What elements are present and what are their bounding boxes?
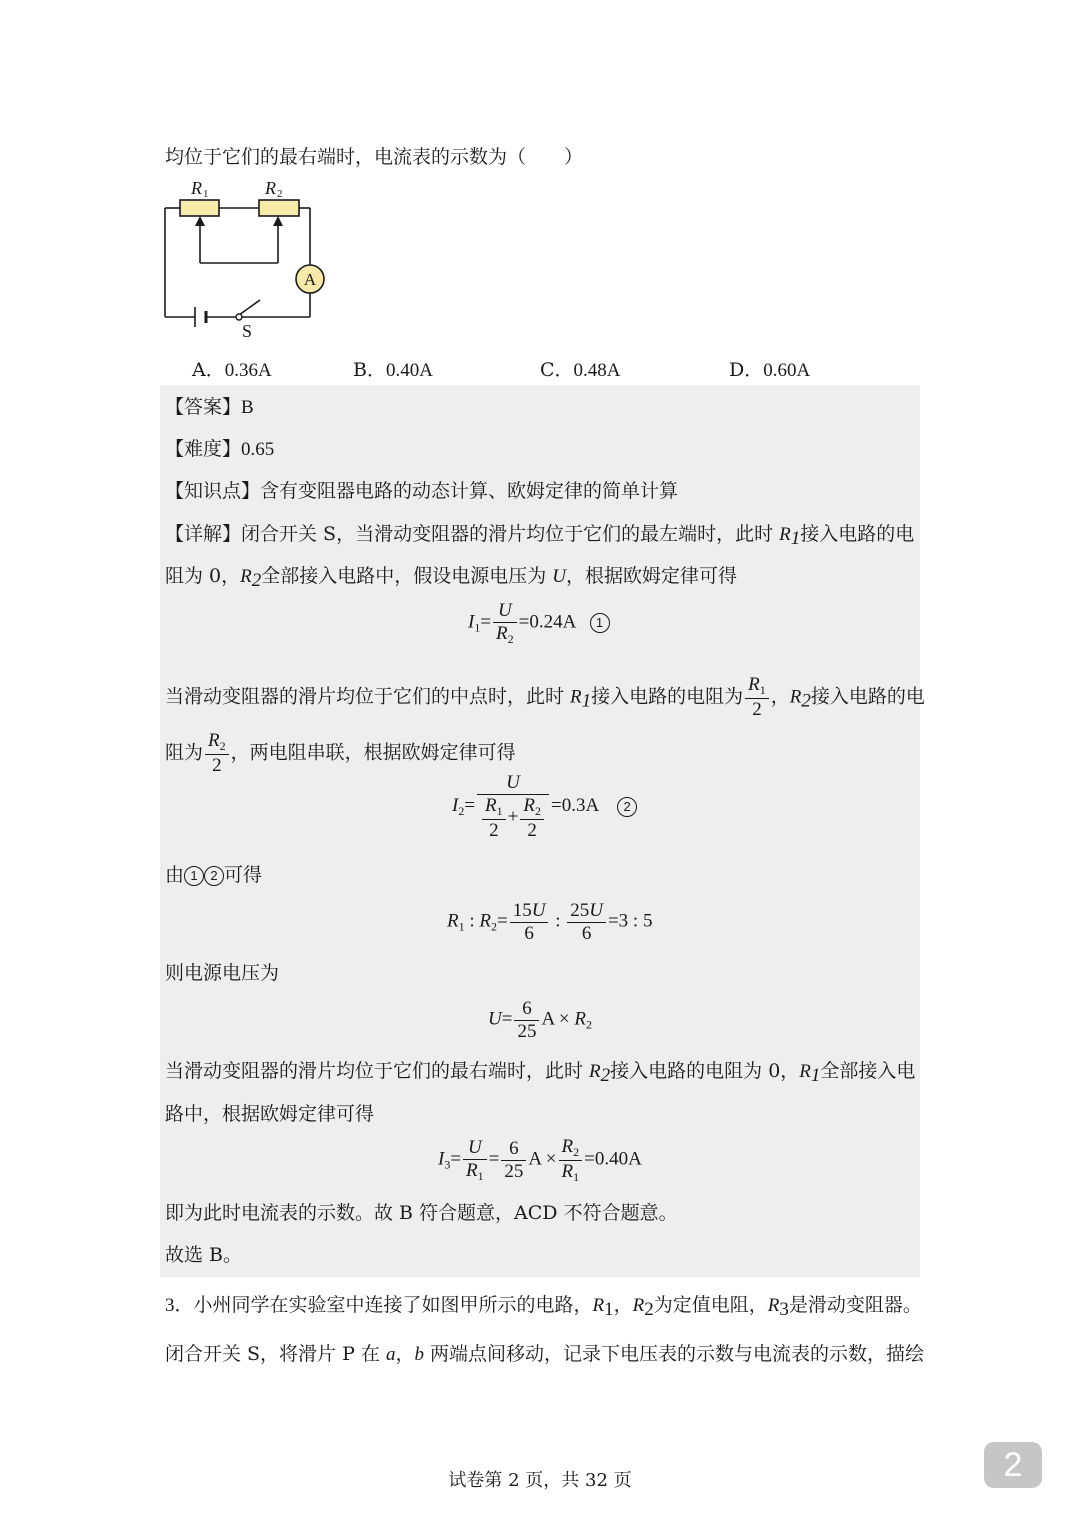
middle-line-1: 当滑动变阻器的滑片均位于它们的中点时，此时 $R_1$接入电路的电阻为 $\frac{R_1}{2}$ ，$R_2$接入电路的电 [165, 674, 925, 720]
difficulty-line: 【难度】0.65 [165, 438, 275, 460]
r1-label-sub: 1 [203, 188, 209, 200]
from-line: 由 1 2 可得 [165, 864, 263, 886]
page-footer: 试卷第 2 页，共 32 页 [448, 1470, 632, 1491]
resistor-r1 [180, 200, 219, 216]
question-3-line-2: 闭合开关 S，将滑片 P 在 a，b 两端点间移动，记录下电压表的示数与电流表的示数，描绘 [165, 1343, 925, 1365]
middle-line-2: 阻为 $\frac{R_2}{2}$ ，两电阻串联，根据欧姆定律可得 [165, 730, 516, 776]
circled-2: 2 [617, 797, 637, 817]
option-c: C．0.48A [540, 359, 621, 381]
answer-line: 【答案】B [165, 396, 254, 418]
circuit-diagram [160, 172, 340, 342]
r2-label-sub: 2 [277, 188, 283, 200]
ammeter-label: A [303, 270, 317, 289]
option-b: B．0.40A [353, 359, 433, 381]
option-a: A．0.36A [192, 359, 272, 381]
switch-pivot [236, 314, 242, 320]
r2-label: R [265, 178, 276, 198]
equation-1: $I_1=$ $\frac{U}{R_2}$ =0.24A 1 [468, 600, 610, 647]
detail-line-1: 【详解】闭合开关 S，当滑动变阻器的滑片均位于它们的最左端时，此时 $R_1$接入电路的电 [165, 523, 915, 549]
r1-label: R [191, 178, 202, 198]
option-d: D．0.60A [729, 359, 811, 381]
equation-4: U= $\frac{6}{25}$ $A \times R_2$ [488, 998, 592, 1042]
equation-3: $R_1$ : $R_2=$ $\frac{15U}{6}$ : $\frac{25U}{6}$ =3 : 5 [447, 900, 653, 944]
slider-arrow-r2-icon [273, 216, 283, 226]
resistor-r2 [259, 200, 299, 216]
equation-2: $I_2=$ U $\frac{R_1}{2}$ + $\frac{R_2}{2}$ =0.3A 2 [452, 772, 637, 841]
question-3-line-1: 3．小州同学在实验室中连接了如图甲所示的电路，$R_1$，$R_2$为定值电阻，$R_3$是滑动变阻器。 [165, 1294, 922, 1320]
equation-5: $I_3=$ $\frac{U}{R_1}$ = $\frac{6}{25}$ A × $\frac{R_2}{R_1}$ =0.40A [438, 1136, 642, 1184]
page-number-badge[interactable]: 2 [984, 1442, 1042, 1488]
slider-arrow-r1-icon [195, 216, 205, 226]
right-line-1: 当滑动变阻器的滑片均位于它们的最右端时，此时 $R_2$接入电路的电阻为 0，$R_1$全部接入电 [165, 1060, 916, 1086]
knowledge-line: 【知识点】含有变阻器电路的动态计算、欧姆定律的简单计算 [165, 480, 679, 502]
right-line-2: 路中，根据欧姆定律可得 [165, 1103, 375, 1125]
supply-line: 则电源电压为 [165, 962, 280, 984]
conclusion-line: 即为此时电流表的示数。故 B 符合题意，ACD 不符合题意。 [165, 1202, 678, 1224]
circled-1: 1 [590, 613, 610, 633]
detail-line-2: 阻为 0，$R_2$全部接入电路中，假设电源电压为 U，根据欧姆定律可得 [165, 565, 738, 591]
question-text: 均位于它们的最右端时，电流表的示数为（ ） [165, 146, 584, 168]
final-choice-line: 故选 B。 [165, 1244, 243, 1266]
switch-label: S [242, 321, 253, 341]
